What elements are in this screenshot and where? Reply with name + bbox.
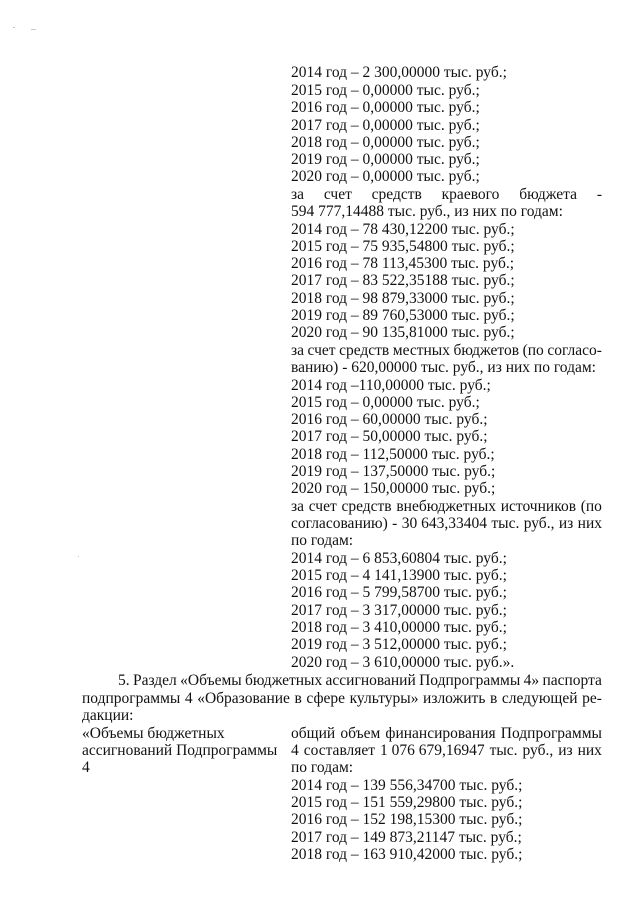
year-line: 2018 год – 3 410,00000 тыс. руб.; [291,619,507,636]
scan-speck [78,556,79,557]
year-line: 2015 год – 0,00000 тыс. руб.; [291,82,480,99]
year-line: 2014 год – 78 430,12200 тыс. руб.; [291,221,515,238]
year-line: 2020 год – 0,00000 тыс. руб.; [291,168,480,185]
year-line: 2017 год – 50,00000 тыс. руб.; [291,428,488,445]
year-line: 2015 год – 75 935,54800 тыс. руб.; [291,238,515,255]
extra-budget-by-years-label: по годам: [291,532,354,549]
year-line: 2019 год – 3 512,00000 тыс. руб.; [291,636,507,653]
year-line: 2017 год – 3 317,00000 тыс. руб.; [291,602,507,619]
year-line: 2016 год – 78 113,45300 тыс. руб.; [291,255,515,272]
year-line: 2016 год – 0,00000 тыс. руб.; [291,99,480,116]
year-line: 2019 год – 0,00000 тыс. руб.; [291,151,480,168]
year-line: 2017 год – 83 522,35188 тыс. руб.; [291,272,515,289]
year-line: 2015 год – 0,00000 тыс. руб.; [291,394,480,411]
year-line: 2014 год –110,00000 тыс. руб.; [291,377,491,394]
year-line: 2019 год – 89 760,53000 тыс. руб.; [291,307,515,324]
year-line: 2019 год – 137,50000 тыс. руб.; [291,463,496,480]
section5-line3: дакции: [82,707,134,724]
year-line: 2017 год – 149 873,21147 тыс. руб.; [291,829,522,846]
year-line: 2014 год – 139 556,34700 тыс. руб.; [291,777,523,794]
passport-label-line: 4 [82,759,90,776]
passport-total-line1: общий объем финансирования Подпрограммы [291,725,602,742]
year-line: 2020 год – 150,00000 тыс. руб.; [291,480,496,497]
year-line: 2016 год – 5 799,58700 тыс. руб.; [291,584,507,601]
year-line: 2015 год – 4 141,13900 тыс. руб.; [291,567,507,584]
year-line: 2018 год – 0,00000 тыс. руб.; [291,134,480,151]
scan-speck [31,29,36,30]
passport-by-years-label: по годам: [291,759,354,776]
regional-budget-total: 594 777,14488 тыс. руб., из них по годам: [291,203,563,220]
local-budget-intro: за счет средств местных бюджетов (по согласо- [291,342,602,359]
year-line: 2018 год – 163 910,42000 тыс. руб.; [291,846,523,863]
year-line: 2017 год – 0,00000 тыс. руб.; [291,117,480,134]
year-line: 2014 год – 2 300,00000 тыс. руб.; [291,64,507,81]
section5-line2: подпрограммы 4 «Образование в сфере культуры» изложить в следующей ре- [82,690,602,707]
year-line: 2018 год – 98 879,33000 тыс. руб.; [291,290,515,307]
year-line: 2016 год – 60,00000 тыс. руб.; [291,411,488,428]
passport-label-line: ассигнований Подпрограммы [82,742,278,759]
section5-line1: 5. Раздел «Объемы бюджетных ассигнований Подпрограммы 4» паспорта [118,672,602,689]
year-line: 2016 год – 152 198,15300 тыс. руб.; [291,811,523,828]
scan-speck [13,27,15,28]
extra-budget-total: согласованию) - 30 643,33404 тыс. руб., из них [291,515,602,532]
passport-label-line: «Объемы бюджетных [82,725,225,742]
year-line: 2020 год – 90 135,81000 тыс. руб.; [291,324,515,341]
extra-budget-intro: за счет средств внебюджетных источников (по [291,498,602,515]
year-line: 2014 год – 6 853,60804 тыс. руб.; [291,550,507,567]
regional-budget-intro: за счет средств краевого бюджета - [291,186,602,203]
local-budget-total: ванию) - 620,00000 тыс. руб., из них по годам: [291,359,596,376]
year-line: 2020 год – 3 610,00000 тыс. руб.». [291,654,515,671]
year-line: 2015 год – 151 559,29800 тыс. руб.; [291,794,523,811]
passport-total-line2: 4 составляет 1 076 679,16947 тыс. руб., из них [291,742,602,759]
year-line: 2018 год – 112,50000 тыс. руб.; [291,446,495,463]
